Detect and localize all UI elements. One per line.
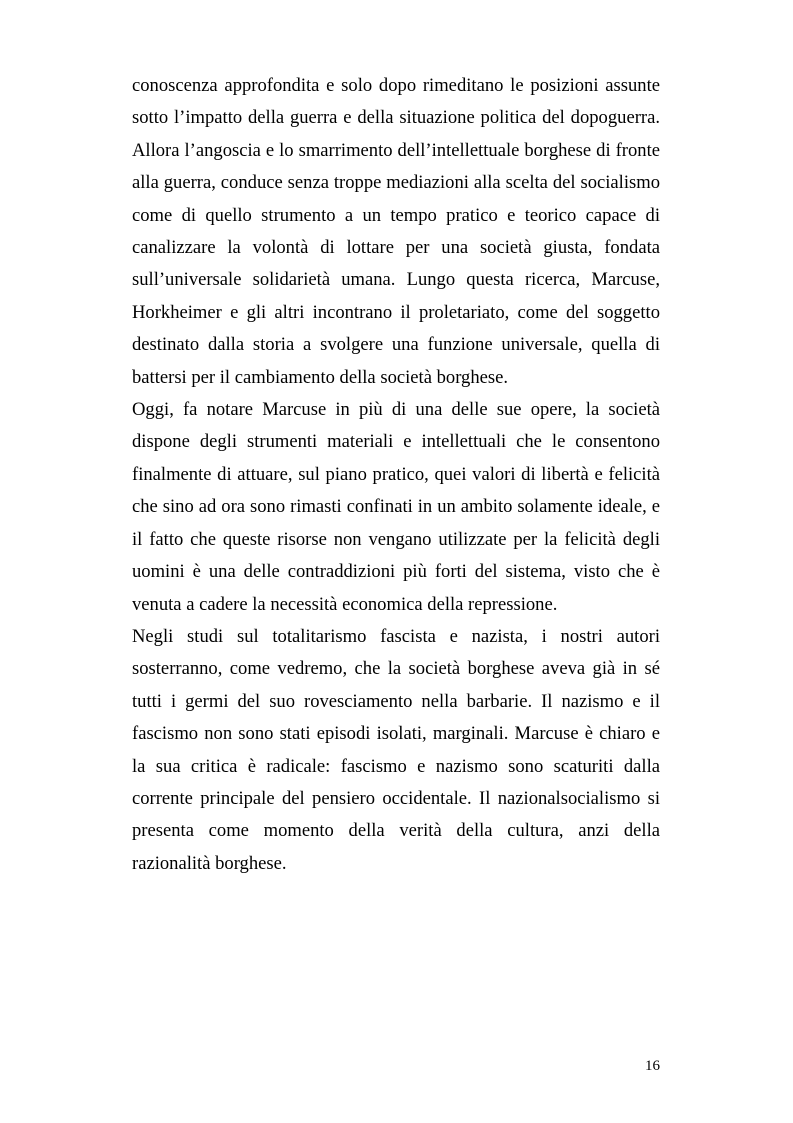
paragraph-1: conoscenza approfondita e solo dopo rimeditano le posizioni assunte sotto l’impatto della guerra e della situazione politica del dopoguerra. Allora l’angoscia e lo smarrimento dell’intellettuale borghese di fronte alla guerra, conduce senza troppe mediazioni alla scelta del socialismo come di quello strumento a un tempo pratico e teorico capace di canalizzare la volontà di lottare per una società giusta, fondata sull’universale solidarietà umana. Lungo questa ricerca, Marcuse, Horkheimer e gli altri incontrano il proletariato, come del soggetto destinato dalla storia a svolgere una funzione universale, quella di battersi per il cambiamento della società borghese. (132, 75, 660, 388)
paragraph-2: Oggi, fa notare Marcuse in più di una delle sue opere, la società dispone degli strumenti materiali e intellettuali che le consentono finalmente di attuare, sul piano pratico, quei valori di libertà e felicità che sino ad ora sono rimasti confinati in un ambito solamente ideale, e il fatto che queste risorse non vengano utilizzate per la felicità degli uomini è una delle contraddizioni più forti del sistema, visto che è venuta a cadere la necessità economica della repressione. (132, 399, 660, 615)
body-text (132, 70, 660, 880)
page-number: 16 (645, 1058, 660, 1074)
paragraph-3: Negli studi sul totalitarismo fascista e nazista, i nostri autori sosterranno, come vedremo, che la società borghese aveva già in sé tutti i germi del suo rovesciamento nella barbarie. Il nazismo e il fascismo non sono stati episodi isolati, marginali. Marcuse è chiaro e la sua critica è radicale: fascismo e nazismo sono scaturiti dalla corrente principale del pensiero occidentale. Il nazionalsocialismo si presenta come momento della verità della cultura, anzi della razionalità borghese. (132, 625, 660, 874)
